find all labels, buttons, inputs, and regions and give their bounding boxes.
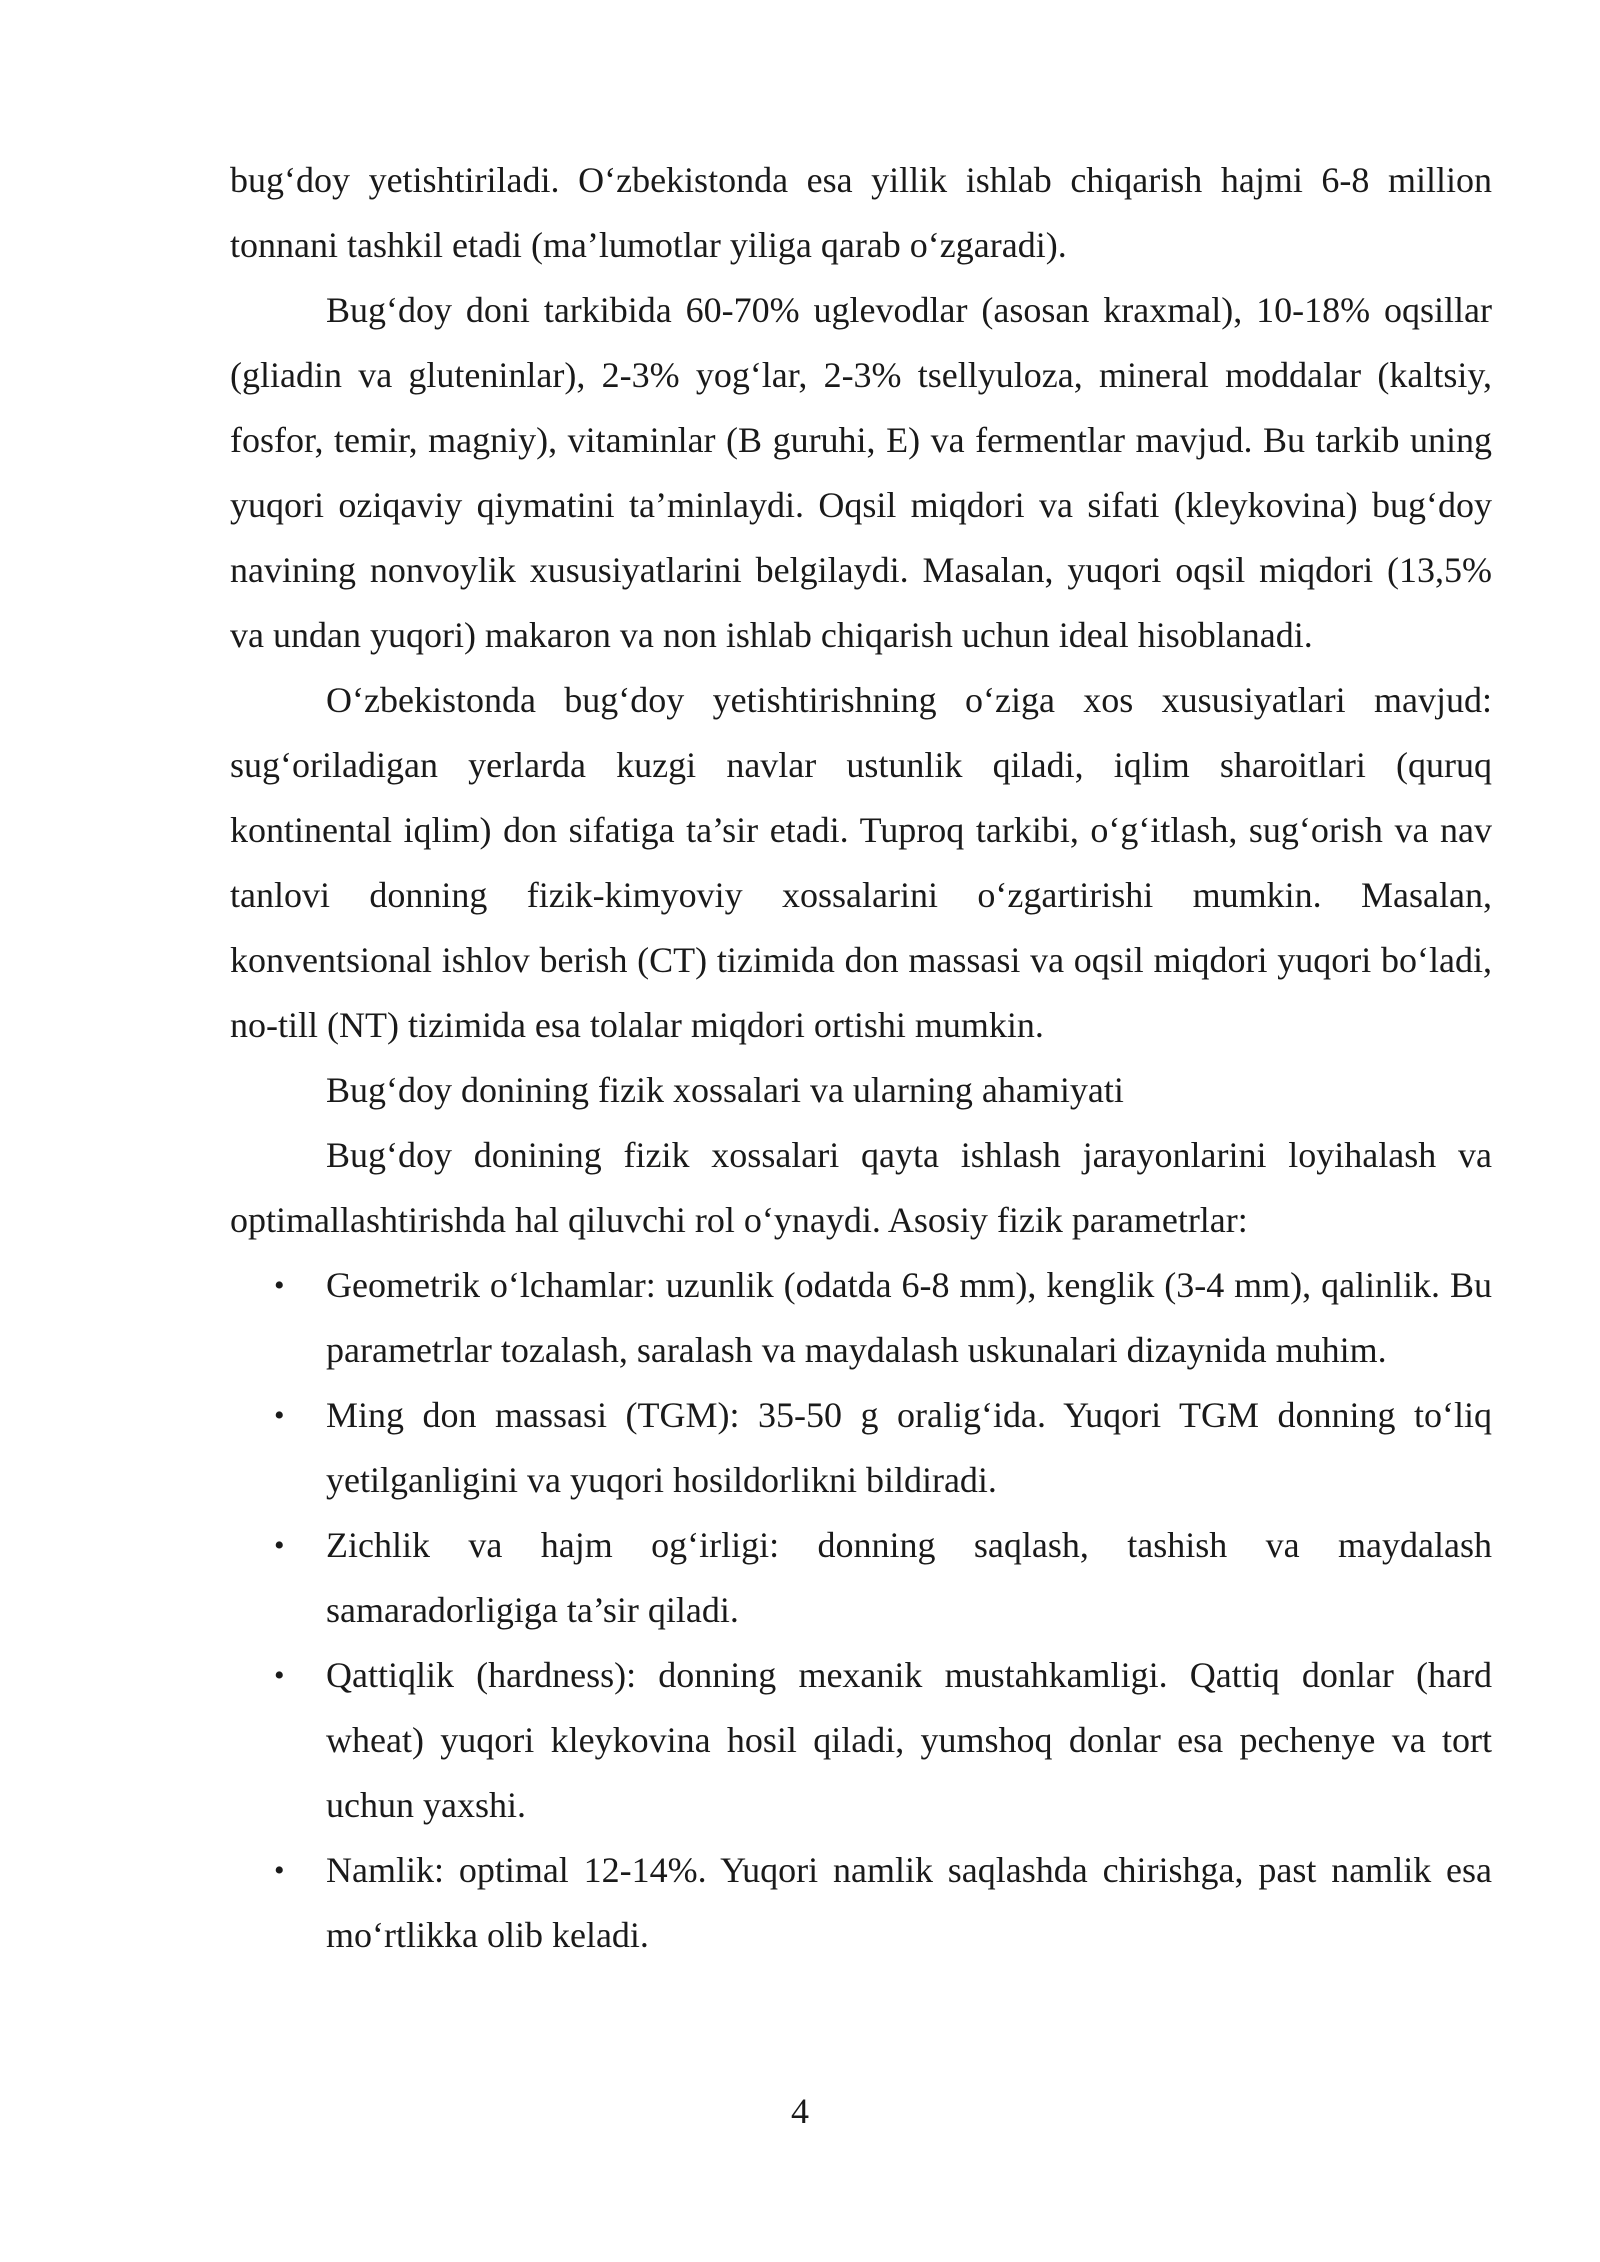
paragraph-2: Bug‘doy doni tarkibida 60-70% uglevodlar (asosan kraxmal), 10-18% oqsillar (gliadin va gluteninlar), 2-3% yog‘lar, 2-3% tsellyuloza, mineral moddalar (kaltsiy, fosfor, temir, magniy), vitaminlar (B guruhi, E) va fermentlar mavjud. Bu tarkib uning yuqori oziqaviy qiymatini ta’minlaydi. Oqsil miqdori va sifati (kleykovina) bug‘doy navining nonvoylik xususiyatlarini belgilaydi. Masalan, yuqori oqsil miqdori (13,5% va undan yuqori) makaron va non ishlab chiqarish uchun ideal hisoblanadi. — [230, 290, 1492, 655]
bullet-icon: • — [274, 1529, 285, 1562]
bullet-list — [230, 1253, 1492, 1968]
bullet-icon: • — [274, 1659, 285, 1692]
list-item — [230, 1253, 1492, 1383]
paragraph-3: O‘zbekistonda bug‘doy yetishtirishning o‘ziga xos xususiyatlari mavjud: sug‘oriladigan yerlarda kuzgi navlar ustunlik qiladi, iqlim sharoitlari (quruq kontinental iqlim) don sifatiga ta’sir etadi. Tuproq tarkibi, o‘g‘itlash, sug‘orish va nav tanlovi donning fizik-kimyoviy xossalarini o‘zgartirishi mumkin. Masalan, konventsional ishlov berish (CT) tizimida don massasi va oqsil miqdori yuqori bo‘ladi, no-till (NT) tizimida esa tolalar miqdori ortishi mumkin. — [230, 680, 1492, 1045]
list-item — [230, 1643, 1492, 1838]
document-page — [230, 148, 1492, 1968]
list-item-text: Namlik: optimal 12-14%. Yuqori namlik saqlashda chirishga, past namlik esa mo‘rtlikka olib keladi. — [326, 1850, 1492, 1955]
bullet-icon: • — [274, 1269, 285, 1302]
list-item-text: Zichlik va hajm og‘irligi: donning saqlash, tashish va maydalash samaradorligiga ta’sir qiladi. — [326, 1525, 1492, 1630]
paragraph-4: Bug‘doy donining fizik xossalari qayta ishlash jarayonlarini loyihalash va optimallashtirishda hal qiluvchi rol o‘ynaydi. Asosiy fizik parametrlar: — [230, 1135, 1492, 1240]
list-item — [230, 1513, 1492, 1643]
list-item-text: Qattiqlik (hardness): donning mexanik mustahkamligi. Qattiq donlar (hard wheat) yuqori kleykovina hosil qiladi, yumshoq donlar esa pechenye va tort uchun yaxshi. — [326, 1655, 1492, 1825]
page-number: 4 — [791, 2091, 809, 2131]
list-item — [230, 1383, 1492, 1513]
paragraph-1: bug‘doy yetishtiriladi. O‘zbekistonda esa yillik ishlab chiqarish hajmi 6-8 million tonnani tashkil etadi (ma’lumotlar yiliga qarab o‘zgaradi). — [230, 160, 1492, 265]
list-item-text: Geometrik o‘lchamlar: uzunlik (odatda 6-8 mm), kenglik (3-4 mm), qalinlik. Bu parametrlar tozalash, saralash va maydalash uskunalari dizaynida muhim. — [326, 1265, 1492, 1370]
bullet-icon: • — [274, 1399, 285, 1432]
list-item — [230, 1838, 1492, 1968]
list-item-text: Ming don massasi (TGM): 35-50 g oralig‘ida. Yuqori TGM donning to‘liq yetilganligini va yuqori hosildorlikni bildiradi. — [326, 1395, 1492, 1500]
section-heading: Bug‘doy donining fizik xossalari va ularning ahamiyati — [326, 1070, 1124, 1110]
bullet-icon: • — [274, 1854, 285, 1887]
